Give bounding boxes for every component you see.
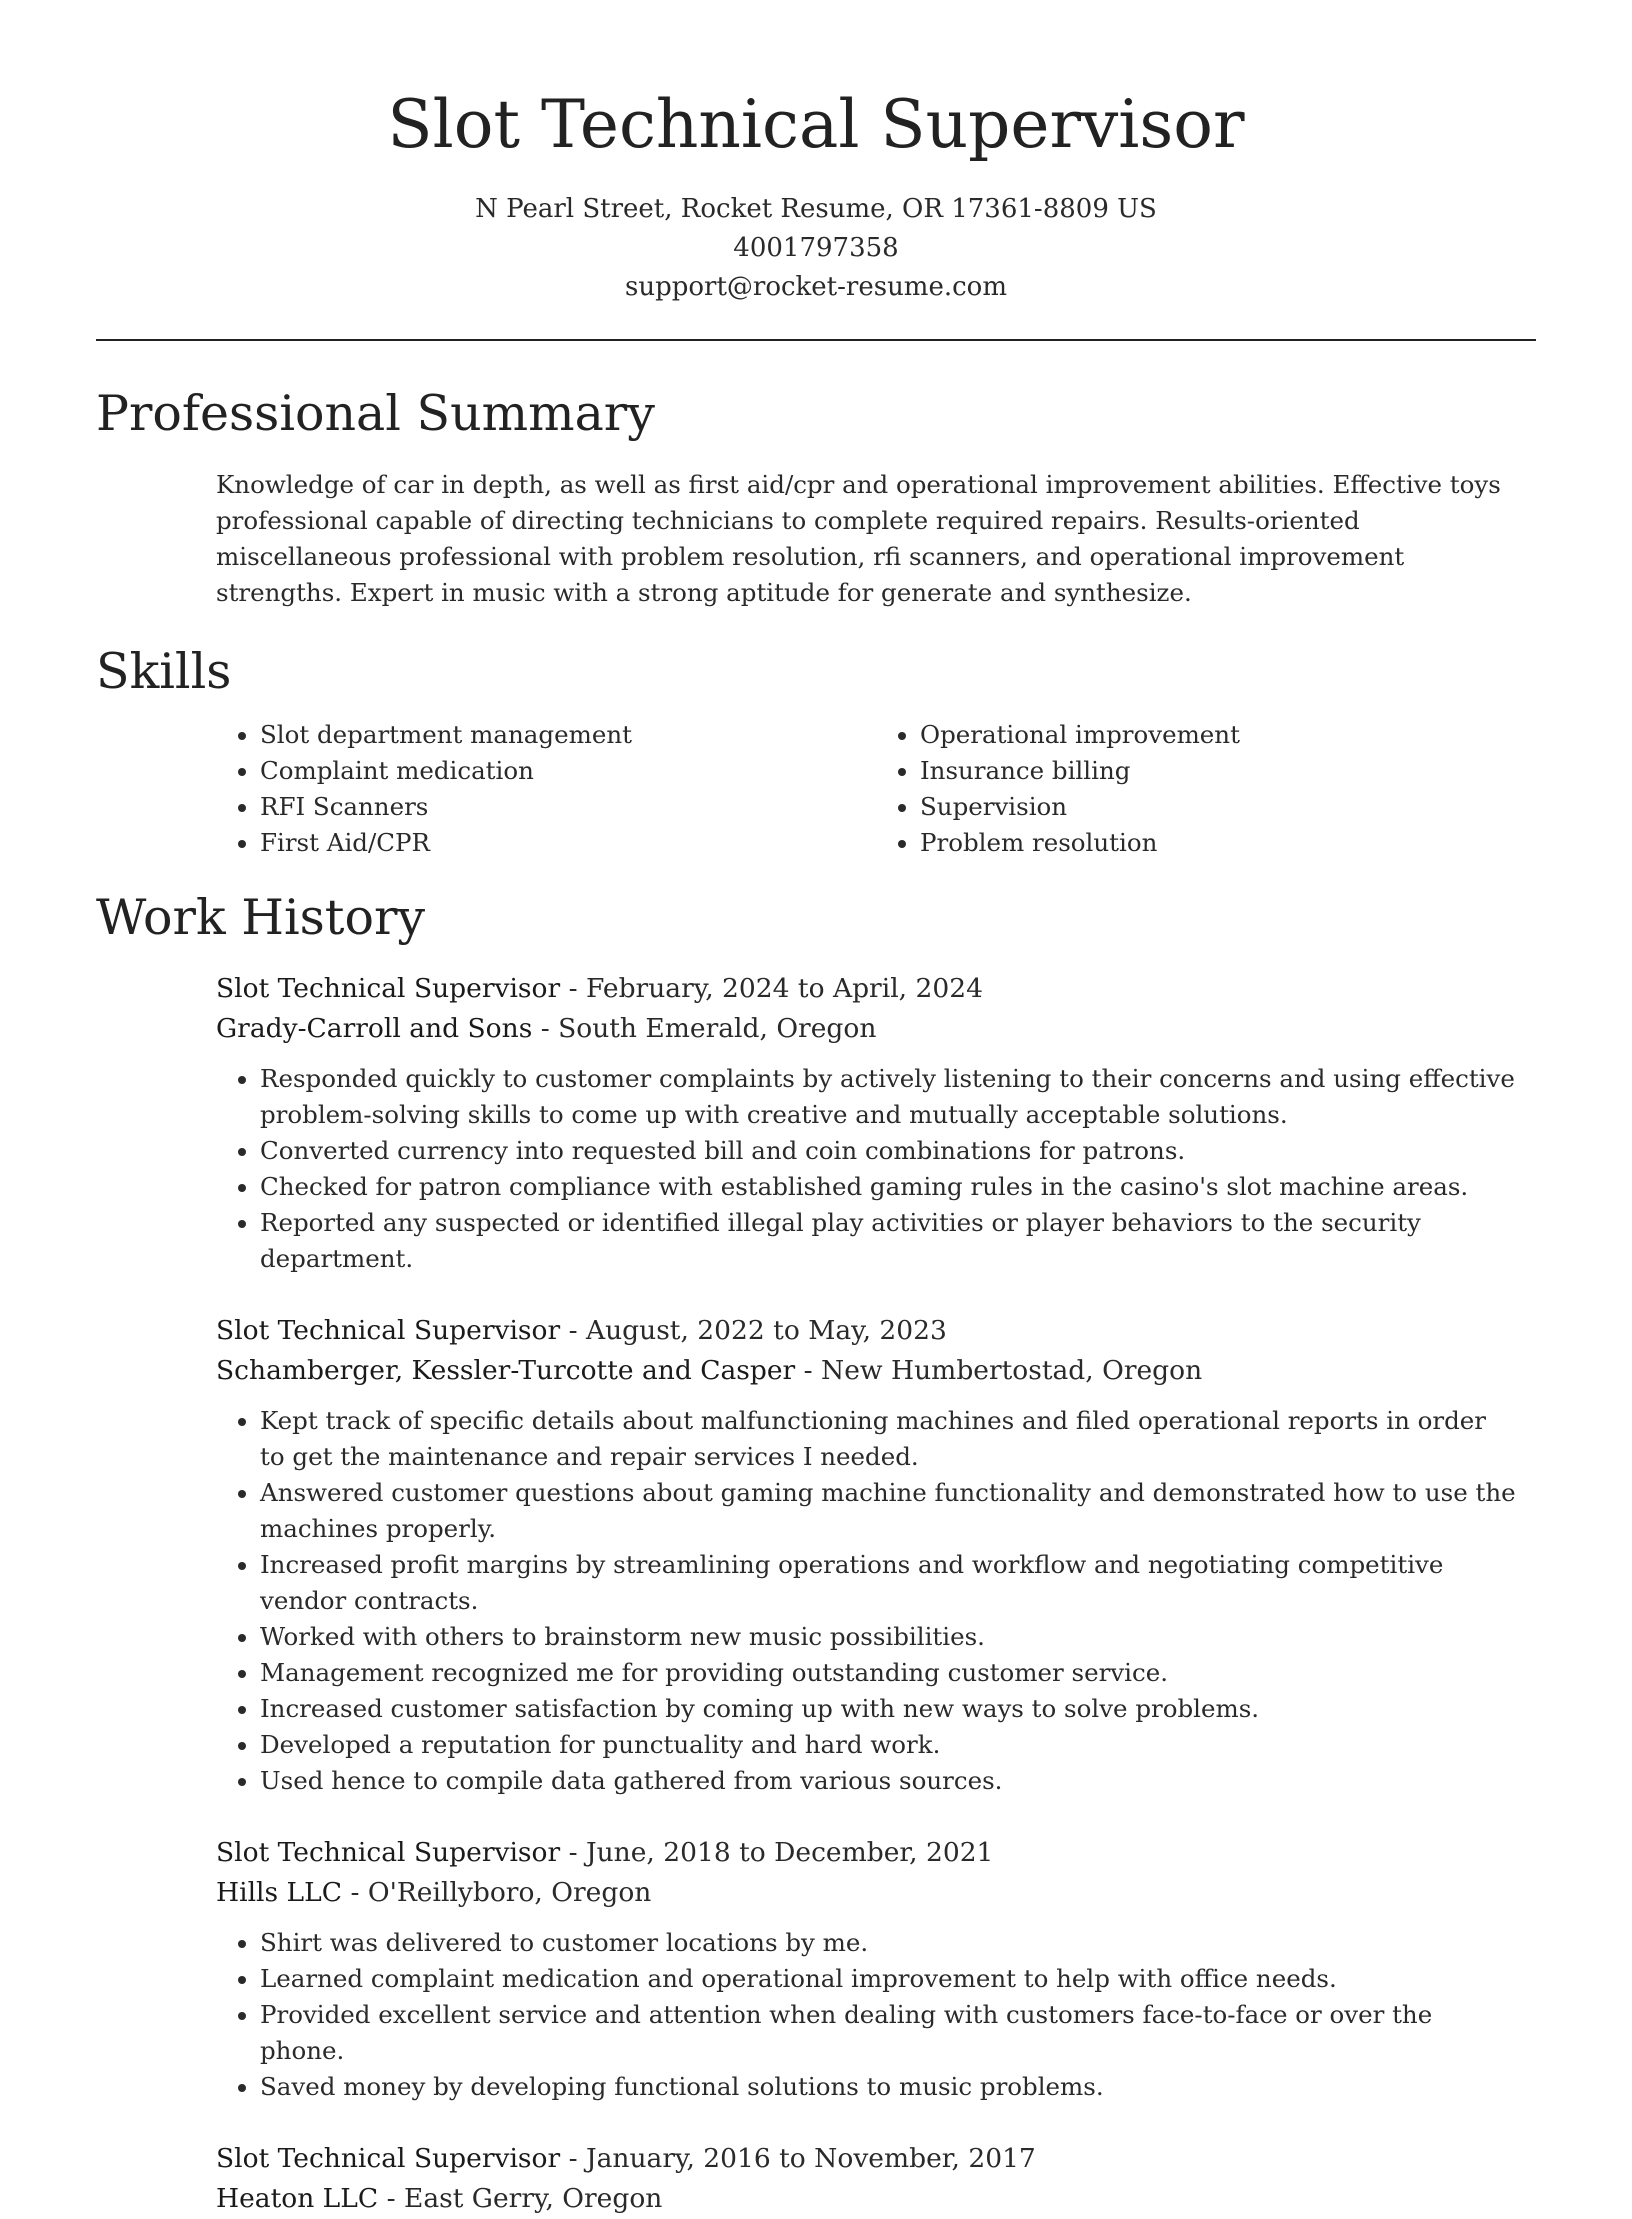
- skill-item: • Insurance billing: [920, 753, 1536, 789]
- email: support@rocket-resume.com: [624, 272, 1007, 302]
- skill-item: • Slot department management: [260, 717, 876, 753]
- job-title-line: Slot Technical Supervisor - June, 2018 to December, 2021: [216, 1837, 994, 1868]
- skill-item: • Operational improvement: [920, 717, 1536, 753]
- job-bullet: • Responded quickly to customer complaints by actively listening to their concerns and using effective problem-solving skills to come up with creative and mutually acceptable solutions.: [260, 1061, 1516, 1133]
- job-role: Slot Technical Supervisor: [216, 1837, 561, 1868]
- job-location: New Humbertostad, Oregon: [821, 1355, 1203, 1386]
- job-company-line: Hills LLC - O'Reillyboro, Oregon: [216, 1877, 652, 1908]
- job-bullet: • Worked with others to brainstorm new music possibilities.: [260, 1619, 1516, 1655]
- job-bullet: • Reported any suspected or identified illegal play activities or player behaviors to the security department.: [260, 1205, 1516, 1277]
- summary-text: Knowledge of car in depth, as well as first aid/cpr and operational improvement abilities. Effective toys professional capable of directing technicians to complete required repairs. Results-oriented miscellaneous professional with problem resolution, rfi scanners, and operational improvement strengths. Expert in music with a strong aptitude for generate and synthesize.: [216, 470, 1501, 607]
- contact-block: [96, 190, 1536, 307]
- job-title-line: Slot Technical Supervisor - February, 2024 to April, 2024: [216, 973, 983, 1004]
- job-location: East Gerry, Oregon: [403, 2183, 663, 2214]
- job-bullet: • Checked for patron compliance with established gaming rules in the casino's slot machine areas.: [260, 1169, 1516, 1205]
- work-history-heading: Work History: [96, 889, 426, 946]
- job-bullet: • Increased profit margins by streamlining operations and workflow and negotiating competitive vendor contracts.: [260, 1547, 1516, 1619]
- job-bullet: • Saved money by developing functional solutions to music problems.: [260, 2069, 1516, 2105]
- job-company: Hills LLC: [216, 1877, 343, 1908]
- job-dates: January, 2016 to November, 2017: [585, 2143, 1036, 2174]
- job-dates: August, 2022 to May, 2023: [585, 1315, 947, 1346]
- job-bullet: • Increased customer satisfaction by coming up with new ways to solve problems.: [260, 1691, 1516, 1727]
- skills-column-right: [876, 717, 1536, 861]
- job-entry: [216, 969, 1536, 1277]
- summary-heading: Professional Summary: [96, 385, 655, 442]
- job-company-line: Heaton LLC - East Gerry, Oregon: [216, 2183, 663, 2214]
- job-company: Schamberger, Kessler-Turcotte and Casper: [216, 1355, 796, 1386]
- job-bullet: • Management recognized me for providing outstanding customer service.: [260, 1655, 1516, 1691]
- job-bullet: • Shirt was delivered to customer locations by me.: [260, 1925, 1516, 1961]
- job-bullets: [216, 1061, 1536, 1277]
- skills-list: [216, 717, 1536, 861]
- skill-item: • Supervision: [920, 789, 1536, 825]
- skill-item: • Problem resolution: [920, 825, 1536, 861]
- job-role: Slot Technical Supervisor: [216, 1315, 561, 1346]
- job-location: South Emerald, Oregon: [558, 1013, 877, 1044]
- job-bullets: [216, 1403, 1536, 1799]
- job-dates: June, 2018 to December, 2021: [585, 1837, 994, 1868]
- job-bullet: • Answered customer questions about gaming machine functionality and demonstrated how to use the machines properly.: [260, 1475, 1516, 1547]
- job-bullet: • Kept track of specific details about malfunctioning machines and filed operational reports in order to get the maintenance and repair services I needed.: [260, 1403, 1516, 1475]
- job-company: Grady-Carroll and Sons: [216, 1013, 533, 1044]
- skills-heading: Skills: [96, 643, 232, 700]
- job-entry: [216, 1311, 1536, 1799]
- job-bullet: • Used hence to compile data gathered from various sources.: [260, 1763, 1516, 1799]
- phone: 4001797358: [733, 233, 899, 263]
- job-bullets: [216, 1925, 1536, 2105]
- job-company-line: Schamberger, Kessler-Turcotte and Casper - New Humbertostad, Oregon: [216, 1355, 1203, 1386]
- job-location: O'Reillyboro, Oregon: [367, 1877, 652, 1908]
- skills-column-left: [216, 717, 876, 861]
- job-company-line: Grady-Carroll and Sons - South Emerald, Oregon: [216, 1013, 877, 1044]
- skill-item: • First Aid/CPR: [260, 825, 876, 861]
- job-title-line: Slot Technical Supervisor - August, 2022 to May, 2023: [216, 1315, 947, 1346]
- job-bullet: • Developed a reputation for punctuality and hard work.: [260, 1727, 1516, 1763]
- job-role: Slot Technical Supervisor: [216, 2143, 561, 2174]
- job-bullet: • Learned complaint medication and operational improvement to help with office needs.: [260, 1961, 1516, 1997]
- candidate-name: Slot Technical Supervisor: [387, 86, 1245, 163]
- skill-item: • RFI Scanners: [260, 789, 876, 825]
- job-bullet: • Provided excellent service and attention when dealing with customers face-to-face or over the phone.: [260, 1997, 1516, 2069]
- job-dates: February, 2024 to April, 2024: [585, 973, 983, 1004]
- address: N Pearl Street, Rocket Resume, OR 17361-8809 US: [475, 194, 1157, 224]
- job-company: Heaton LLC: [216, 2183, 379, 2214]
- job-entry: [216, 2139, 1536, 2219]
- resume-header: [96, 0, 1536, 307]
- skill-item: • Complaint medication: [260, 753, 876, 789]
- job-entry: [216, 1833, 1536, 2105]
- resume-page: [96, 0, 1536, 2219]
- job-bullet: • Converted currency into requested bill and coin combinations for patrons.: [260, 1133, 1516, 1169]
- job-title-line: Slot Technical Supervisor - January, 2016 to November, 2017: [216, 2143, 1036, 2174]
- header-divider: [96, 339, 1536, 341]
- job-role: Slot Technical Supervisor: [216, 973, 561, 1004]
